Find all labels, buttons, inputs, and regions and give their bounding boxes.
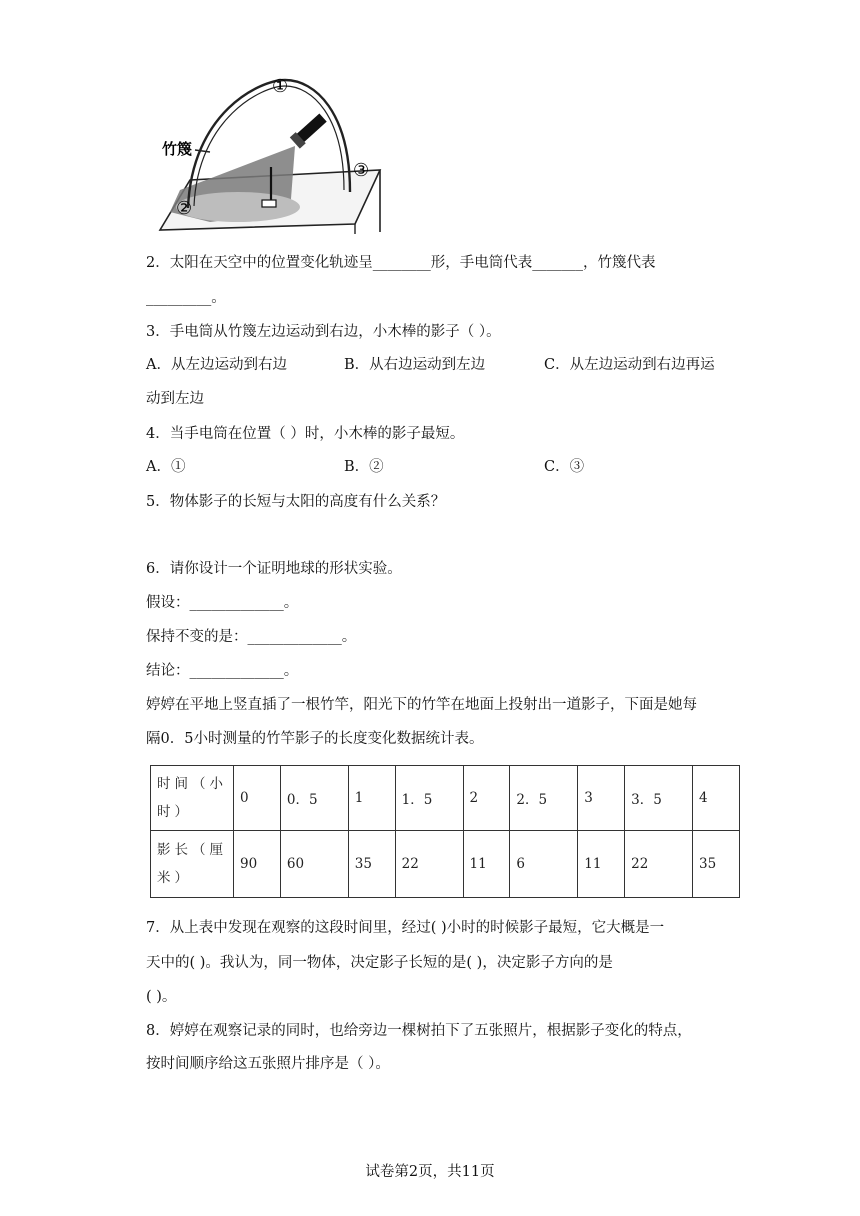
question-3-option-c: C．从左边运动到右边再运 — [544, 357, 715, 373]
table-cell: 60 — [280, 831, 348, 898]
question-4-option-b: B．② — [344, 459, 384, 475]
table-cell: 0 — [234, 766, 281, 831]
shadow-data-table — [150, 765, 740, 898]
question-6-hypothesis: 假设：_____________。 — [146, 595, 299, 611]
question-3-option-a: A．从左边运动到右边 — [146, 357, 287, 373]
question-7-line-2: 天中的( )。我认为，同一物体，决定影子长短的是( )，决定影子方向的是 — [146, 955, 613, 971]
question-8-line-1: 8．婷婷在观察记录的同时，也给旁边一棵树拍下了五张照片，根据影子变化的特点， — [146, 1023, 692, 1039]
question-6-conclusion: 结论：_____________。 — [146, 663, 299, 679]
question-6-stem: 6．请你设计一个证明地球的形状实验。 — [146, 561, 402, 577]
question-4-option-a: A．① — [146, 459, 186, 475]
flashlight — [290, 112, 328, 149]
question-4-stem: 4．当手电筒在位置（ ）时，小木棒的影子最短。 — [146, 426, 465, 442]
position-3-label: ③ — [353, 160, 370, 181]
table-cell: 2 — [463, 766, 510, 831]
question-6-constant: 保持不变的是：_____________。 — [146, 629, 357, 645]
question-7-line-3: ( )。 — [146, 989, 177, 1005]
table-cell: 35 — [693, 831, 740, 898]
question-7-line-1: 7．从上表中发现在观察的这段时间里，经过( )小时的时候影子最短，它大概是一 — [146, 920, 665, 936]
table-row-time — [151, 766, 740, 831]
table-cell: 3．5 — [625, 766, 693, 831]
intro-line-1: 婷婷在平地上竖直插了一根竹竿，阳光下的竹竿在地面上投射出一道影子，下面是她每 — [146, 697, 697, 713]
table-cell: 22 — [395, 831, 463, 898]
table-cell: 0．5 — [280, 766, 348, 831]
table-cell: 11 — [463, 831, 510, 898]
table-header-time: 时间（小时） — [151, 766, 234, 831]
table-cell: 1．5 — [395, 766, 463, 831]
experiment-figure — [150, 72, 390, 234]
question-5-stem: 5．物体影子的长短与太阳的高度有什么关系？ — [146, 494, 446, 510]
question-2-line-1: 2．太阳在天空中的位置变化轨迹呈________形，手电筒代表_______，竹篾代表 — [146, 255, 656, 271]
question-3-option-b: B．从右边运动到左边 — [344, 357, 486, 373]
question-3-option-c-cont: 动到左边 — [146, 391, 204, 407]
question-3-stem: 3．手电筒从竹篾左边运动到右边，小木棒的影子（ ）。 — [146, 324, 501, 340]
intro-line-2: 隔0．5小时测量的竹竿影子的长度变化数据统计表。 — [146, 731, 484, 747]
table-cell: 3 — [578, 766, 625, 831]
table-cell: 6 — [510, 831, 578, 898]
table-cell: 90 — [234, 831, 281, 898]
stick-base — [262, 200, 276, 207]
table-cell: 22 — [625, 831, 693, 898]
page-footer: 试卷第2页，共11页 — [365, 1164, 495, 1180]
table-header-length: 影长（厘米） — [151, 831, 234, 898]
table-cell: 4 — [693, 766, 740, 831]
bamboo-label-pointer — [195, 150, 210, 152]
table-cell: 2．5 — [510, 766, 578, 831]
table-cell: 35 — [348, 831, 395, 898]
question-2-line-2: _________。 — [146, 290, 226, 306]
question-4-option-c: C．③ — [544, 459, 585, 475]
bamboo-label: 竹篾 — [162, 140, 193, 158]
table-cell: 1 — [348, 766, 395, 831]
table-cell: 11 — [578, 831, 625, 898]
position-2-label: ② — [176, 198, 193, 219]
table-row-length — [151, 831, 740, 898]
position-1-label: ① — [272, 76, 289, 97]
question-8-line-2: 按时间顺序给这五张照片排序是（ ）。 — [146, 1056, 390, 1072]
